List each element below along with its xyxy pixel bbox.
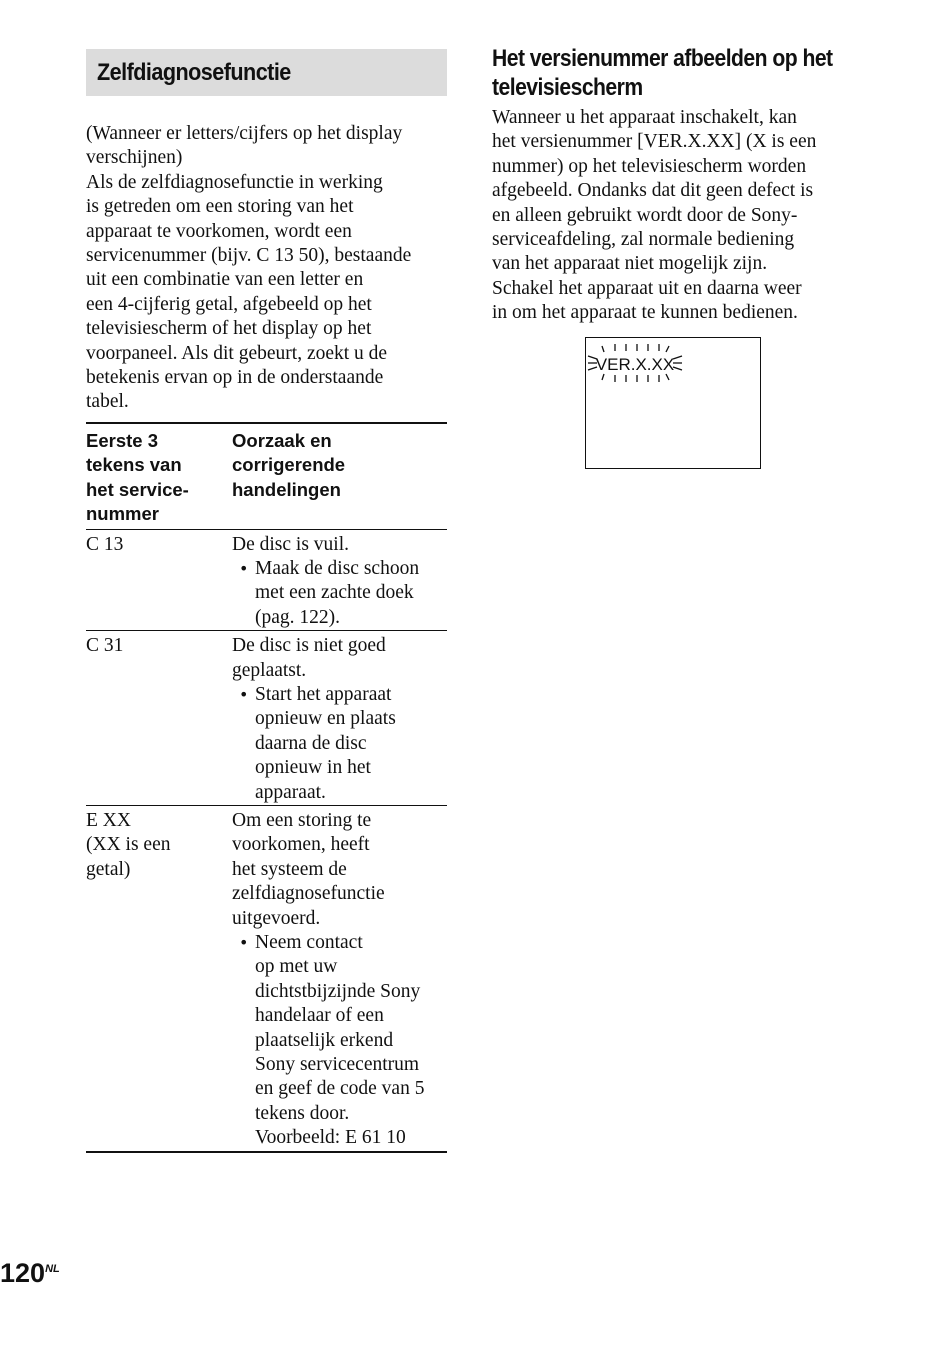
cause-line: voorkomen, heeft (232, 834, 370, 856)
header-line: nummer (86, 503, 159, 525)
action-line: Neem contact (255, 932, 363, 953)
intro-line: televisiescherm of het display op het (86, 318, 372, 340)
cause-line: Om een storing te (232, 809, 372, 831)
action-line: Sony servicecentrum (255, 1054, 420, 1076)
intro-line: (Wanneer er letters/cijfers op het display (86, 123, 403, 144)
action-line: opnieuw en plaats (255, 708, 396, 730)
service-code-line: (XX is een (86, 834, 171, 856)
body-line: Wanneer u het apparaat inschakelt, kan (492, 107, 797, 128)
action-line: daarna de disc (255, 732, 367, 754)
action-bullet (232, 931, 447, 1151)
intro-line: een 4-cijferig getal, afgebeeld op het (86, 293, 372, 315)
action-line: Start het apparaat (255, 683, 392, 705)
body-line: het versienummer [VER.X.XX] (X is een (492, 131, 817, 153)
header-line: handelingen (232, 478, 341, 500)
cause-line: geplaatst. (232, 659, 307, 681)
action-line: opnieuw in het (255, 757, 371, 779)
body-line: nummer) op het televisiescherm worden (492, 155, 807, 177)
action-bullet (232, 557, 447, 630)
action-line: en geef de code van 5 (255, 1078, 425, 1100)
action-line: apparaat. (255, 781, 326, 803)
header-line: tekens van (86, 454, 182, 476)
cause-cell (232, 529, 447, 631)
table-row (86, 631, 447, 806)
action-line: tekens door. (255, 1102, 350, 1124)
screen-version-text: VER.X.XX (595, 355, 675, 374)
table-row (86, 805, 447, 1151)
cause-line: het systeem de (232, 858, 347, 880)
right-column (492, 44, 862, 326)
cause-cell (232, 805, 447, 1151)
service-code-cell (86, 631, 232, 806)
action-text (255, 683, 447, 805)
version-section-body (492, 106, 862, 326)
intro-line: tabel. (86, 391, 129, 413)
cause-line: De disc is vuil. (232, 533, 349, 555)
title-line: televisiescherm (492, 74, 643, 101)
body-line: van het apparaat niet mogelijk zijn. (492, 253, 768, 275)
intro-line: voorpaneel. Als dit gebeurt, zoekt u de (86, 342, 388, 364)
title-line: Het versienummer afbeelden op het (492, 45, 833, 72)
cause-text (232, 634, 447, 683)
version-section-title (492, 44, 862, 102)
page-language-suffix: NL (45, 1263, 60, 1275)
action-line: met een zachte doek (255, 582, 414, 604)
intro-line: servicenummer (bijv. C 13 50), bestaande (86, 245, 412, 267)
action-line: dichtstbijzijnde Sony (255, 980, 421, 1002)
cause-text (232, 809, 447, 931)
body-line: en alleen gebruikt wordt door de Sony- (492, 204, 798, 226)
action-line: op met uw (255, 956, 338, 978)
service-code-line: getal) (86, 858, 131, 880)
cause-line: uitgevoerd. (232, 907, 321, 929)
service-code-cell (86, 529, 232, 631)
intro-line: betekenis ervan op in de onderstaande (86, 367, 384, 389)
blinking-version-graphic (586, 338, 762, 470)
cause-line: zelfdiagnosefunctie (232, 883, 385, 905)
diagnostic-table (86, 422, 447, 1153)
bullet-icon: • (239, 933, 249, 952)
body-line: Schakel het apparaat uit en daarna weer (492, 277, 802, 299)
intro-text (86, 122, 447, 415)
header-code-column (86, 423, 232, 529)
section-title: Zelfdiagnosefunctie (97, 58, 291, 86)
action-line: Voorbeeld: E 61 10 (255, 1127, 406, 1149)
service-code-line: E XX (86, 809, 131, 831)
section-title-bar (86, 49, 447, 96)
body-line: afgebeeld. Ondanks dat dit geen defect is (492, 180, 814, 202)
body-line: serviceafdeling, zal normale bediening (492, 229, 795, 251)
cause-line: De disc is niet goed (232, 635, 386, 657)
table-header-row (86, 423, 447, 529)
body-line: in om het apparaat te kunnen bedienen. (492, 302, 798, 324)
cause-text (232, 533, 447, 557)
header-line: het service- (86, 478, 189, 500)
action-text (255, 931, 447, 1151)
header-cause-column (232, 423, 447, 529)
intro-line: Als de zelfdiagnosefunctie in werking (86, 171, 383, 193)
action-line: Maak de disc schoon (255, 557, 420, 579)
header-line: Eerste 3 (86, 429, 158, 451)
bullet-icon: • (239, 684, 249, 704)
intro-line: uit een combinatie van een letter en (86, 269, 364, 291)
cause-cell (232, 631, 447, 806)
page-number-value: 120 (0, 1258, 46, 1288)
page-number (0, 1258, 60, 1289)
service-code-cell (86, 805, 232, 1151)
action-line: plaatselijk erkend (255, 1029, 394, 1051)
intro-line: apparaat te voorkomen, wordt een (86, 220, 352, 242)
intro-line: verschijnen) (86, 147, 183, 169)
action-line: (pag. 122). (255, 606, 341, 628)
intro-line: is getreden om een storing van het (86, 196, 354, 218)
bullet-icon: • (239, 558, 249, 578)
action-text (255, 557, 447, 630)
header-line: corrigerende (232, 454, 346, 476)
service-code-line: C 13 (86, 533, 124, 555)
action-bullet (232, 683, 447, 805)
action-line: handelaar of een (255, 1005, 384, 1027)
service-code-line: C 31 (86, 635, 124, 657)
table-row (86, 529, 447, 631)
left-column (86, 49, 447, 1153)
header-line: Oorzaak en (232, 429, 332, 451)
tv-screen-illustration (585, 337, 761, 469)
